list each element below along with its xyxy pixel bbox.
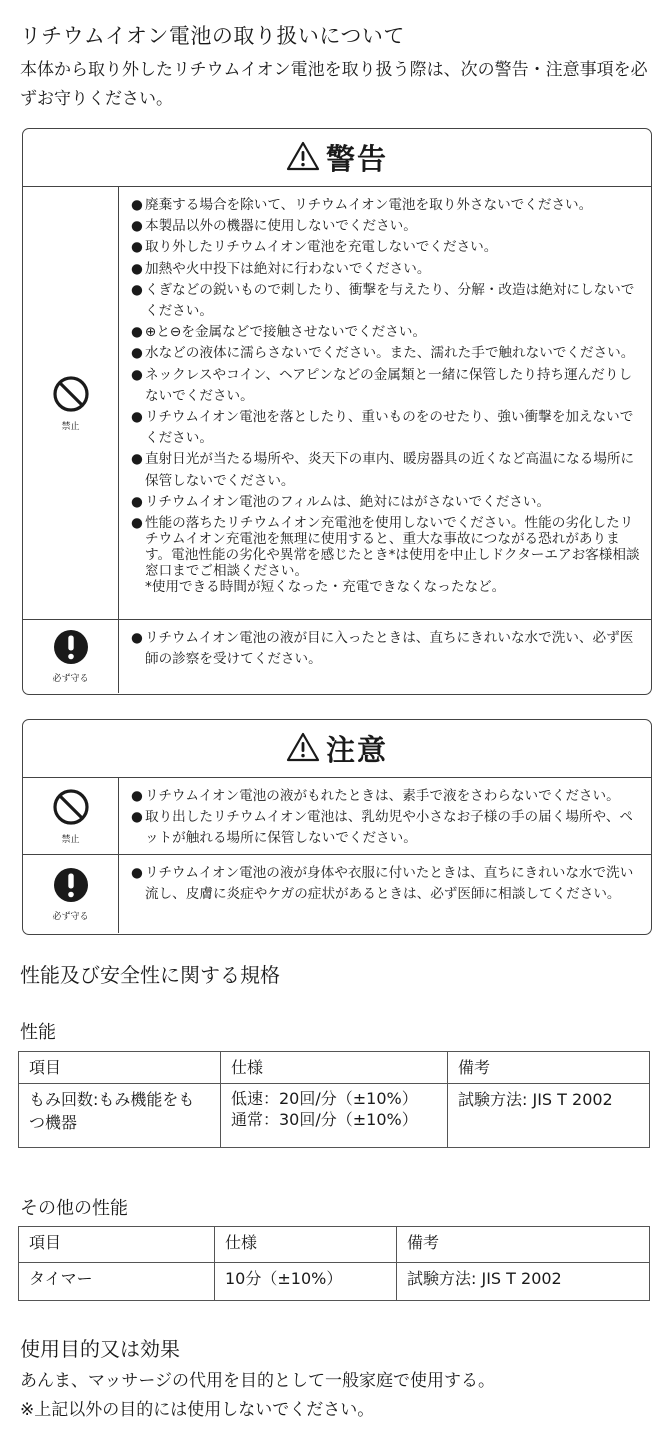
cell-spec: 10分（±10%） (215, 1263, 397, 1301)
caution-header (23, 720, 651, 778)
purpose-text: あんま、マッサージの代用を目的として一般家庭で使用する。 (20, 1371, 495, 1391)
list-item: ● リチウムイオン電池の液が目に入ったときは、直ちにきれいな水で洗い、必ず医師の診察を受けてください。 (131, 630, 634, 668)
cell-note: 試験方法: JIS T 2002 (397, 1263, 650, 1301)
header-item: 項目 (19, 1227, 215, 1263)
list-item: ● 本製品以外の機器に使用しないでください。 (131, 218, 417, 235)
performance-table (18, 1051, 650, 1148)
warning-triangle-icon (286, 141, 320, 175)
list-item: ● くぎなどの鋭いもので刺したり、衝撃を与えたり、分解・改造は絶対にしないでください。 (131, 281, 635, 320)
page-title: リチウムイオン電池の取り扱いについて (20, 24, 405, 48)
warning-header (23, 129, 651, 187)
header-note: 備考 (397, 1227, 650, 1263)
list-item: ● リチウムイオン電池の液がもれたときは、素手で液をさわらないでください。 (131, 788, 620, 804)
cell-item: もみ回数:もみ機能をもつ機器 (19, 1084, 221, 1148)
exclamation-icon (53, 629, 89, 669)
must-icon-cell (23, 855, 119, 933)
prohibit-icon (52, 788, 90, 830)
table-row (19, 1084, 650, 1148)
list-item: ● 取り出したリチウムイオン電池は、乳幼児や小さなお子様の手の届く場所や、ペットが触れる場所に保管しないでください。 (131, 809, 634, 847)
caution-prohibit-list (119, 778, 651, 854)
other-performance-table (18, 1226, 650, 1301)
list-item: ● ⊕と⊖を金属などで接触させないでください。 (131, 324, 427, 341)
warning-must-list (119, 620, 651, 693)
warning-prohibit-list (119, 187, 651, 619)
list-item: ● 廃棄する場合を除いて、リチウムイオン電池を取り外さないでください。 (131, 197, 593, 213)
must-label: 必ず守る (52, 911, 89, 922)
list-item: ● 性能の落ちたリチウムイオン充電池を使用しないでください。性能の劣化したリチウムイオン充電池を無理に使用すると、重大な事故につながる恐れがあります。電池性能の劣化や異常を感じたとき*は使用を中止しドクターエアお客様相談窓口までご相談ください。 (131, 515, 640, 580)
list-item: ● リチウムイオン電池の液が身体や衣服に付いたときは、直ちにきれいな水で洗い流し、皮膚に炎症やケガの症状があるときは、必ず医師に相談してください。 (131, 865, 634, 903)
header-item: 項目 (19, 1052, 221, 1084)
cell-note: 試験方法: JIS T 2002 (448, 1084, 650, 1148)
caution-title: 注意 (325, 733, 388, 767)
warning-must-row (23, 619, 651, 693)
list-item: ● リチウムイオン電池を落としたり、重いものをのせたり、強い衝撃を加えないでください。 (131, 409, 634, 447)
performance-heading: 性能 (20, 1022, 56, 1043)
header-spec: 仕様 (221, 1052, 448, 1084)
cell-item: タイマー (19, 1263, 215, 1301)
warning-box (22, 128, 652, 695)
prohibit-icon-cell (23, 778, 119, 854)
prohibit-icon (52, 375, 90, 417)
header-note: 備考 (448, 1052, 650, 1084)
list-item: ● 加熱や火中投下は絶対に行わないでください。 (131, 260, 431, 277)
caution-prohibit-row (23, 778, 651, 854)
header-spec: 仕様 (215, 1227, 397, 1263)
prohibit-icon-cell (23, 187, 119, 619)
spec-heading: 性能及び安全性に関する規格 (20, 963, 280, 987)
footnote: *使用できる時間が短くなった・充電できなくなったなど。 (145, 579, 506, 596)
prohibit-label: 禁止 (61, 834, 80, 845)
exclamation-icon (53, 867, 89, 907)
warning-triangle-icon (286, 732, 320, 766)
list-item: ● リチウムイオン電池のフィルムは、絶対にはがさないでください。 (131, 493, 551, 510)
warning-title: 警告 (325, 142, 388, 176)
list-item: ● ネックレスやコイン、ヘアピンなどの金属類と一緒に保管したり持ち運んだりしないでください。 (131, 366, 633, 404)
prohibit-label: 禁止 (61, 421, 80, 432)
table-row (19, 1263, 650, 1301)
list-item: ● 直射日光が当たる場所や、炎天下の車内、暖房器具の近くなど高温になる場所に保管しないでください。 (131, 451, 635, 489)
must-icon-cell (23, 620, 119, 693)
list-item: ● 取り外したリチウムイオン電池を充電しないでください。 (131, 239, 498, 256)
must-label: 必ず守る (52, 674, 89, 684)
caution-must-list (119, 855, 651, 933)
warning-prohibit-row (23, 187, 651, 619)
list-item: ● 水などの液体に濡らさないでください。また、濡れた手で触れないでください。 (131, 345, 635, 362)
table-header-row (19, 1052, 650, 1084)
purpose-heading: 使用目的又は効果 (20, 1337, 180, 1361)
cell-spec: 低速：20回/分（±10%） 通常：30回/分（±10%） (221, 1084, 448, 1148)
caution-must-row (23, 854, 651, 933)
intro-text: 本体から取り外したリチウムイオン電池を取り扱う際は、次の警告・注意事項を必ずお守りください。 (20, 60, 648, 109)
other-performance-heading: その他の性能 (20, 1198, 128, 1219)
table-header-row (19, 1227, 650, 1263)
caution-box (22, 719, 652, 935)
purpose-note: ※上記以外の目的には使用しないでください。 (20, 1400, 375, 1420)
